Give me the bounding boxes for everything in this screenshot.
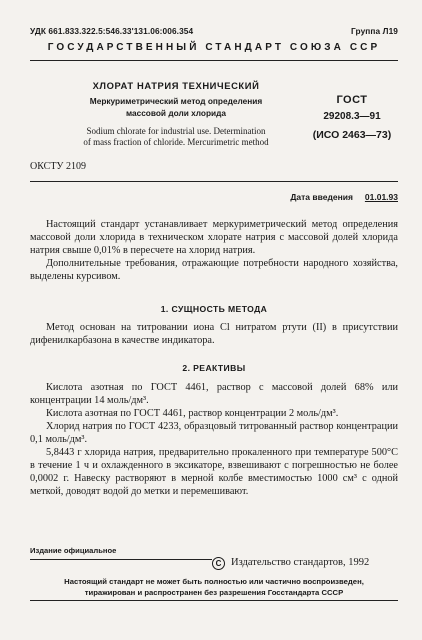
iso-number: (ИСО 2463—73) bbox=[312, 129, 392, 141]
gost-number: 29208.3—91 bbox=[323, 111, 381, 122]
paragraph-method: Метод основан на титровании иона Cl нитратом ртути (II) в присутствии дифенилкарбазона в качестве индикатора. bbox=[30, 322, 398, 346]
reagent-preparation: 5,8443 г хлорида натрия, предварительно прокаленного при температуре 500°C в течение 1 ч и охлажденного в эксикаторе, взвешивают с погрешностью не более 0,0002 г. Навеску растворяют в мерной колбе вместимостью 1000 см³ с одной меткой, доводят водой до метки и перемешивают. bbox=[30, 447, 398, 497]
document-title-block bbox=[60, 80, 292, 148]
intro-date-label: Дата введения bbox=[290, 192, 353, 202]
edition-label: Издание официальное bbox=[30, 546, 117, 555]
paragraph-scope: Настоящий стандарт устанавливает меркуриметрический метод определения массовой доли хлорида в техническом хлорате натрия с массовой долей хлорида натрия свыше 0,01% в пересчете на хлорид натрия. bbox=[30, 219, 398, 256]
reproduction-notice bbox=[30, 576, 398, 598]
okstu-code: ОКСТУ 2109 bbox=[30, 161, 87, 172]
gost-label: ГОСТ bbox=[336, 94, 368, 106]
section-1-body bbox=[30, 321, 398, 347]
section-2-heading: 2. РЕАКТИВЫ bbox=[182, 363, 246, 373]
english-title bbox=[60, 126, 292, 148]
subtitle-line-1: Меркуриметрический метод определения bbox=[89, 96, 263, 106]
introduction-date bbox=[290, 192, 398, 202]
copyright-text: Издательство стандартов, 1992 bbox=[231, 557, 370, 568]
section-2-body bbox=[30, 381, 398, 498]
group-code: Группа Л19 bbox=[351, 26, 398, 36]
header-line bbox=[30, 26, 398, 36]
standard-title: ГОСУДАРСТВЕННЫЙ СТАНДАРТ СОЮЗА ССР bbox=[47, 42, 381, 53]
copyright bbox=[212, 557, 398, 570]
edition-rule bbox=[30, 559, 212, 560]
gost-designation bbox=[300, 94, 404, 141]
document-subtitle bbox=[60, 95, 292, 119]
udc-code: УДК 661.833.322.5:546.33'131.06:006.354 bbox=[30, 26, 194, 36]
copyright-icon: C bbox=[212, 557, 225, 570]
intro-date-value: 01.01.93 bbox=[364, 192, 398, 202]
notice-line-2: тиражирован и распространен без разрешения Госстандарта СССР bbox=[84, 588, 344, 597]
reagent-nitric-acid-68: Кислота азотная по ГОСТ 4461, раствор с массовой долей 68% или концентрации 14 моль/дм³. bbox=[30, 382, 398, 406]
reagent-nitric-acid-2m: Кислота азотная по ГОСТ 4461, раствор концентрации 2 моль/дм³. bbox=[46, 408, 339, 419]
notice-line-1: Настоящий стандарт не может быть полностью или частично воспроизведен, bbox=[64, 577, 364, 586]
document-title: ХЛОРАТ НАТРИЯ ТЕХНИЧЕСКИЙ bbox=[92, 80, 260, 91]
header-rule bbox=[30, 60, 398, 61]
english-title-line-2: of mass fraction of chloride. Mercurimetric method bbox=[83, 137, 269, 147]
intro-paragraphs bbox=[30, 218, 398, 283]
reagent-sodium-chloride: Хлорид натрия по ГОСТ 4233, образцовый титрованный раствор концентрации 0,1 моль/дм³. bbox=[30, 421, 398, 445]
title-rule bbox=[30, 181, 398, 182]
footer-rule bbox=[30, 600, 398, 601]
subtitle-line-2: массовой доли хлорида bbox=[125, 108, 227, 118]
english-title-line-1: Sodium chlorate for industrial use. Determination bbox=[86, 126, 266, 136]
paragraph-additional: Дополнительные требования, отражающие потребности народного хозяйства, выделены курсивом. bbox=[30, 258, 398, 282]
section-1-heading: 1. СУЩНОСТЬ МЕТОДА bbox=[160, 304, 268, 314]
